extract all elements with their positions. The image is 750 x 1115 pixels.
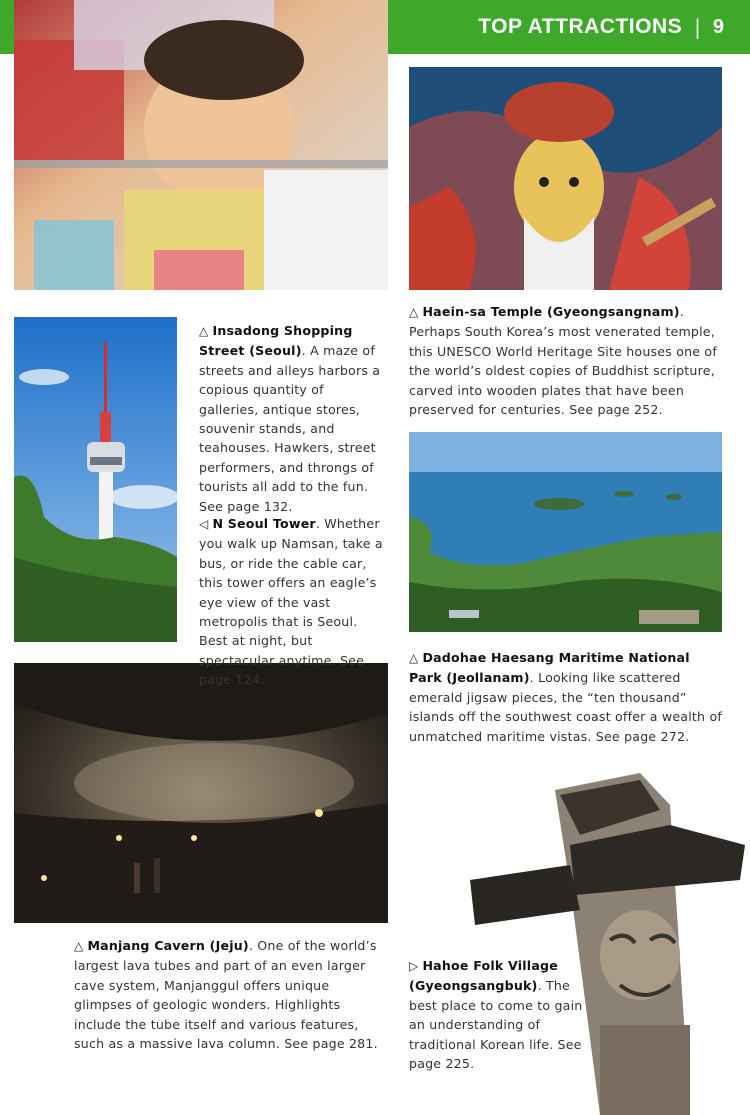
caption-title: Hahoe Folk Village (Gyeongsangbuk) xyxy=(409,958,558,994)
page-header xyxy=(388,0,750,54)
caption-dadohae xyxy=(409,648,727,746)
caption-text: . Looking like scattered emerald jigsaw pieces, the “ten thousand” islands off the southwest coast offer a wealth of unmatched maritime vistas. See page 272. xyxy=(409,670,722,744)
up-arrow-icon: △ xyxy=(409,305,419,319)
haeinsa-photo xyxy=(409,67,722,290)
up-arrow-icon: △ xyxy=(74,939,84,953)
page-number: 9 xyxy=(712,15,724,38)
caption-manjang xyxy=(74,936,390,1053)
section-title: TOP ATTRACTIONS xyxy=(478,15,683,38)
up-arrow-icon: △ xyxy=(409,651,419,665)
header-separator: | xyxy=(694,15,701,39)
dadohae-photo xyxy=(409,432,722,632)
caption-haeinsa xyxy=(409,302,727,419)
caption-nseoul-tower xyxy=(199,514,385,690)
nseoul-tower-photo xyxy=(14,317,177,642)
caption-text: . Whether you walk up Namsan, take a bus, or ride the cable car, this tower offers an eagle’s eye view of the vast metropolis that is Seoul. Best at night, but spectacular anytime. See page 124. xyxy=(199,516,383,688)
caption-title: Haein-sa Temple (Gyeongsangnam) xyxy=(422,304,680,319)
insadong-photo xyxy=(14,0,388,290)
manjang-cavern-photo xyxy=(14,663,388,923)
caption-title: N Seoul Tower xyxy=(212,516,316,531)
header-bar-left xyxy=(0,0,14,54)
right-arrow-icon: ▷ xyxy=(409,959,419,973)
caption-title: Insadong Shopping Street (Seoul) xyxy=(199,323,353,359)
caption-title: Manjang Cavern (Jeju) xyxy=(87,938,249,953)
caption-text: . A maze of streets and alleys harbors a copious quantity of galleries, antique stores, souvenir stands, and teahouses. Hawkers, street performers, and throngs of tourists all add to the fun. See page 132. xyxy=(199,343,381,514)
caption-hahoe xyxy=(409,956,585,1073)
caption-insadong xyxy=(199,321,385,516)
up-arrow-icon: △ xyxy=(199,324,209,338)
left-arrow-icon: ◁ xyxy=(199,517,209,531)
caption-title: Dadohae Haesang Maritime National Park (Jeollanam) xyxy=(409,650,690,686)
caption-text: . Perhaps South Korea’s most venerated temple, this UNESCO World Heritage Site houses one of the world’s oldest copies of Buddhist scripture, carved into wooden plates that have been preserved for centuries. See page 252. xyxy=(409,304,717,418)
caption-text: . The best place to come to gain an understanding of traditional Korean life. See page 225. xyxy=(409,978,583,1072)
caption-text: . One of the world’s largest lava tubes and part of an even larger cave system, Manjanggul offers unique glimpses of geologic wonders. Highlights include the tube itself and various features, such as a massive lava column. See page 281. xyxy=(74,938,378,1052)
